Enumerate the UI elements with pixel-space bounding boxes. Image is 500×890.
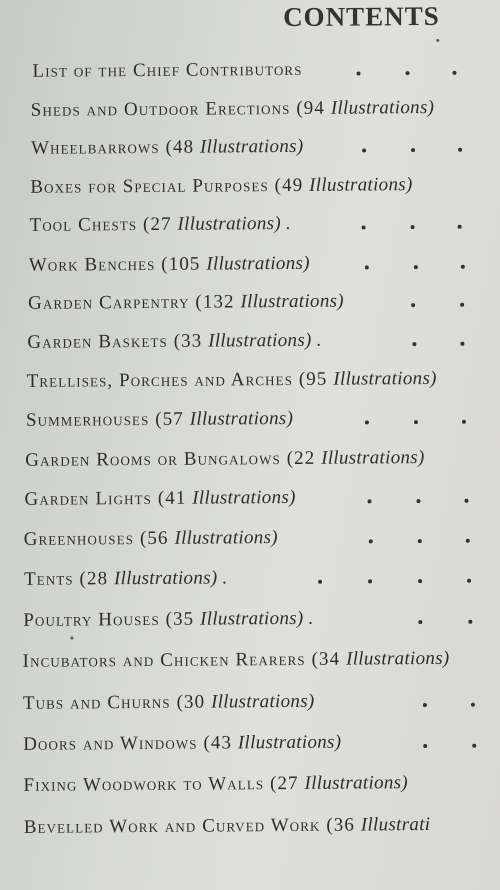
entry-illustrations: Illustrations) <box>240 290 344 313</box>
leader-dot <box>414 420 418 424</box>
leader-dot <box>472 744 476 748</box>
entry-title: Summerhouses <box>25 408 150 431</box>
leader-dot <box>362 148 366 152</box>
page-title: CONTENTS <box>283 0 440 33</box>
entry-count: (132 <box>195 291 241 313</box>
entry-illustrations: Illustrations) <box>330 96 435 119</box>
leader-dot <box>458 148 462 152</box>
contents-entry <box>24 813 500 843</box>
entry-count: (22 <box>286 447 322 470</box>
entry-illustrations: Illustrations) . <box>177 212 292 235</box>
entry-illustrations: Illustrations) . <box>208 329 322 352</box>
leader-dot <box>460 303 464 307</box>
leader-dot <box>362 225 366 229</box>
leader-dot <box>423 744 427 748</box>
leader-dot <box>416 499 420 503</box>
entry-title: Trellises, Porches and Arches <box>26 368 294 392</box>
entry-title: List of the Chief Contributors <box>32 58 303 82</box>
leader-dot <box>411 225 415 229</box>
leader-dot <box>461 265 465 269</box>
leader-dot <box>467 579 471 583</box>
entry-title: Tubs and Churns <box>22 691 171 714</box>
entry-count: (28 <box>79 568 115 590</box>
entry-title: Garden Lights <box>24 487 152 510</box>
contents-entry <box>32 57 500 87</box>
leader-dot <box>369 539 373 543</box>
leader-dot <box>411 148 415 152</box>
leader-dot <box>466 539 470 543</box>
entry-illustrations: Illustrations) <box>189 407 294 430</box>
entry-count: (56 <box>139 527 175 550</box>
entry-title: Garden Rooms or Bungalows <box>25 448 281 471</box>
leader-dot <box>318 580 322 584</box>
contents-entry <box>31 96 500 126</box>
contents-entry <box>23 606 500 636</box>
leader-dot <box>365 420 369 424</box>
entry-title: Boxes for Special Purposes <box>30 175 269 198</box>
entry-illustrations: Illustrations) <box>304 772 409 794</box>
entry-illustrations: Illustrati <box>360 814 431 836</box>
contents-entry <box>24 565 500 595</box>
entry-title: Garden Carpentry <box>28 291 190 314</box>
entry-count: (30 <box>176 691 212 713</box>
entry-illustrations: Illustrations) <box>321 447 425 469</box>
entry-illustrations: Illustrations) <box>192 486 296 509</box>
entry-title: Tents <box>23 568 74 590</box>
entry-count: (27 <box>269 772 305 795</box>
contents-entry <box>30 173 500 203</box>
contents-entry <box>28 289 500 319</box>
entry-illustrations: Illustrations) <box>237 731 342 754</box>
leader-dot <box>471 703 475 707</box>
paper-speck <box>70 637 73 640</box>
leader-dot <box>368 579 372 583</box>
leader-dot <box>367 499 371 503</box>
contents-entry <box>25 446 500 476</box>
leader-dot <box>412 342 416 346</box>
entry-count: (95 <box>298 368 334 390</box>
contents-entry <box>23 771 500 801</box>
entry-count: (43 <box>203 732 238 754</box>
entry-illustrations: Illustrations) <box>174 527 278 549</box>
entry-title: Sheds and Outdoor Erections <box>30 97 291 121</box>
contents-entry <box>31 134 500 164</box>
contents-entry <box>26 406 500 436</box>
contents-entry <box>24 525 500 555</box>
leader-dot <box>464 499 468 503</box>
leader-dot <box>423 703 427 707</box>
entry-title: Tool Chests <box>29 214 138 236</box>
contents-entry <box>30 211 500 241</box>
contents-entry <box>27 367 500 397</box>
entry-count: (35 <box>165 608 201 630</box>
paper-speck <box>436 39 439 42</box>
entry-title: Greenhouses <box>23 528 135 550</box>
leader-dot <box>418 579 422 583</box>
contents-entry <box>23 689 500 719</box>
entry-title: Bevelled Work and Curved Work <box>23 814 321 838</box>
entry-count: (49 <box>274 174 310 197</box>
contents-entry <box>23 730 500 760</box>
leader-dot <box>453 71 457 75</box>
leader-dot <box>458 225 462 229</box>
entry-count: (34 <box>311 648 347 670</box>
leader-dot <box>357 71 361 75</box>
entry-illustrations: Illustrations) <box>206 252 310 275</box>
leader-dot <box>460 342 464 346</box>
contents-entry <box>24 485 500 515</box>
entry-title: Incubators and Chicken Rearers <box>22 648 306 672</box>
entry-illustrations: Illustrations) <box>345 647 450 670</box>
entry-title: Wheelbarrows <box>30 136 160 159</box>
entry-title: Work Benches <box>28 253 156 276</box>
leader-dot <box>365 265 369 269</box>
leader-dot <box>418 539 422 543</box>
entry-illustrations: Illustrations) <box>199 135 304 158</box>
entry-count: (27 <box>142 213 178 236</box>
leader-dot <box>468 620 472 624</box>
entry-illustrations: Illustrations) <box>309 174 413 196</box>
entry-illustrations: Illustrations) . <box>113 567 228 590</box>
entry-count: (41 <box>157 487 193 509</box>
entry-count: (105 <box>161 253 207 275</box>
contents-entry <box>23 647 500 677</box>
entry-title: Garden Baskets <box>27 330 168 353</box>
contents-entry <box>27 328 500 358</box>
leader-dot <box>414 265 418 269</box>
leader-dot <box>406 71 410 75</box>
leader-dot <box>462 420 466 424</box>
entry-illustrations: Illustrations) <box>333 367 437 390</box>
entry-count: (33 <box>173 330 209 352</box>
leader-dot <box>411 303 415 307</box>
entry-count: (48 <box>165 136 201 158</box>
leader-dot <box>418 620 422 624</box>
entry-title: Doors and Windows <box>23 732 198 755</box>
entry-illustrations: Illustrations) <box>210 690 315 713</box>
entry-title: Fixing Woodwork to Walls <box>23 773 265 796</box>
entry-title: Poultry Houses <box>23 608 160 631</box>
entry-count: (94 <box>296 97 331 119</box>
entry-count: (36 <box>326 814 361 836</box>
entry-count: (57 <box>155 408 190 430</box>
entry-illustrations: Illustrations) . <box>200 607 314 630</box>
contents-entry <box>29 251 500 281</box>
